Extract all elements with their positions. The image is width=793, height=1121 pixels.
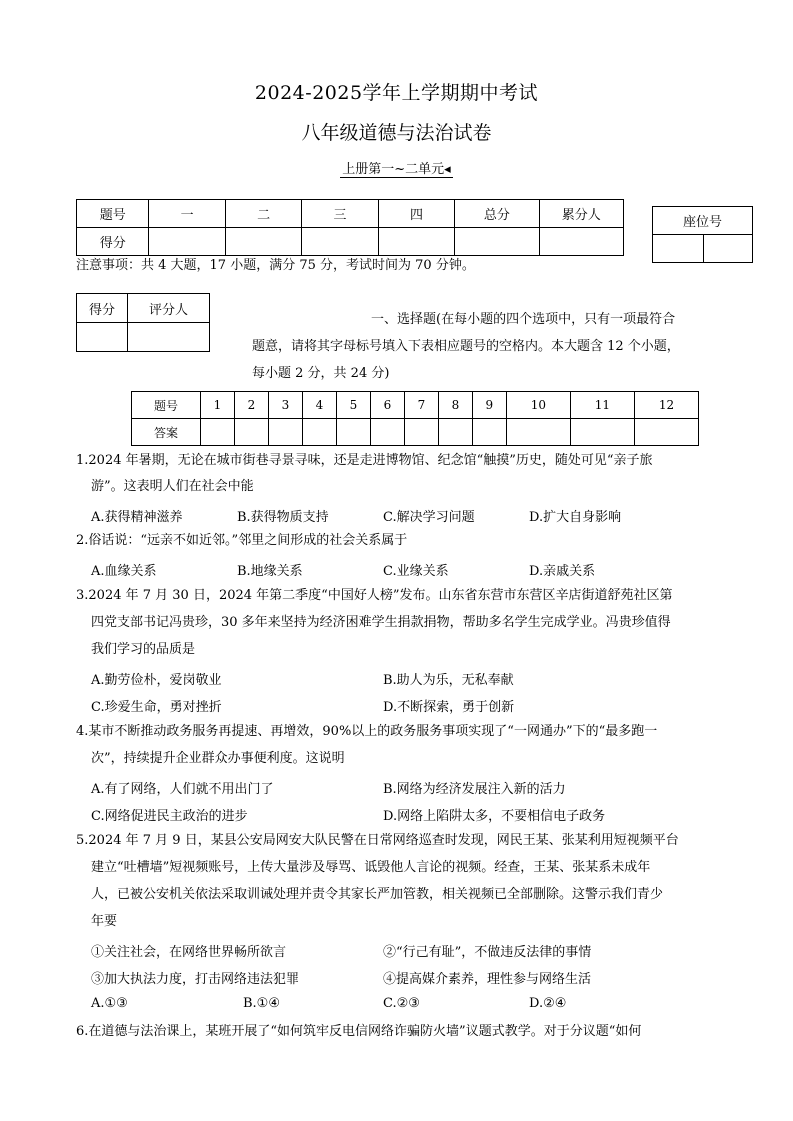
- answer-number: 1: [201, 392, 235, 419]
- answer-cell[interactable]: [570, 419, 634, 446]
- answer-cell[interactable]: [201, 419, 235, 446]
- question-1-line1: 1.2024 年暑期，无论在城市街巷寻景寻味，还是走进博物馆、纪念馆“触摸”历史，随处可见“亲子旅: [76, 453, 653, 468]
- grader-score-label: 得分: [77, 294, 128, 323]
- score-header-cell: 题号: [77, 200, 149, 228]
- question-5-line2: 建立“吐槽墙”短视频账号，上传大量涉及辱骂、诋毁他人言论的视频。经查，王某、张某系未成年: [91, 860, 651, 875]
- score-cell[interactable]: [378, 228, 454, 256]
- score-header-cell: 累分人: [539, 200, 623, 228]
- q2-option-d: D.亲戚关系: [529, 564, 596, 579]
- grader-name-label: 评分人: [128, 294, 210, 323]
- question-3-line2: 四党支部书记冯贵珍，30 多年来坚持为经济困难学生捐款捐物，帮助多名学生完成学业。冯贵珍值得: [91, 615, 671, 630]
- answer-cell[interactable]: [268, 419, 302, 446]
- question-4-line2: 次”，持续提升企业群众办事便利度。这说明: [91, 751, 345, 766]
- q4-option-c: C.网络促进民主政治的进步: [91, 809, 248, 824]
- answer-number: 4: [302, 392, 336, 419]
- q1-option-d: D.扩大自身影响: [529, 510, 622, 525]
- score-header-cell: 总分: [455, 200, 539, 228]
- score-cell[interactable]: [225, 228, 301, 256]
- answer-cell[interactable]: [370, 419, 404, 446]
- q5-statement-4: ④提高媒介素养，理性参与网络生活: [383, 972, 592, 987]
- exam-title: 2024-2025学年上学期期中考试: [254, 82, 539, 104]
- answer-number: 11: [570, 392, 634, 419]
- q5-option-d: D.②④: [529, 996, 567, 1011]
- answer-number: 3: [268, 392, 302, 419]
- score-cell[interactable]: [302, 228, 378, 256]
- answer-cell[interactable]: [438, 419, 472, 446]
- q5-option-a: A.①③: [91, 996, 128, 1011]
- notice: 注意事项：共 4 大题，17 小题，满分 75 分，考试时间为 70 分钟。: [76, 258, 475, 273]
- q3-option-c: C.珍爱生命，勇对挫折: [91, 700, 222, 715]
- question-6-line1: 6.在道德与法治课上，某班开展了“如何筑牢反电信网络诈骗防火墙”议题式教学。对于分议题“如何: [76, 1024, 642, 1039]
- answer-number: 5: [336, 392, 370, 419]
- q4-option-a: A.有了网络，人们就不用出门了: [91, 782, 274, 797]
- seat-cell[interactable]: [704, 235, 753, 263]
- answer-number: 6: [370, 392, 404, 419]
- answer-number: 10: [506, 392, 570, 419]
- q5-statement-2: ②“行己有耻”，不做违反法律的事情: [383, 945, 592, 960]
- score-header-cell: 二: [225, 200, 301, 228]
- answer-number: 2: [234, 392, 268, 419]
- question-5-line3: 人，已被公安机关依法采取训诫处理并责令其家长严加管教，相关视频已全部删除。这警示我们青少: [91, 887, 664, 902]
- section1-instruction-2: 题意，请将其字母标号填入下表相应题号的空格内。本大题含 12 个小题，: [252, 339, 680, 354]
- q5-statement-3: ③加大执法力度，打击网络违法犯罪: [91, 972, 300, 987]
- score-header-cell: 四: [378, 200, 454, 228]
- section1-instruction-3: 每小题 2 分，共 24 分): [252, 366, 390, 381]
- score-cell[interactable]: [455, 228, 539, 256]
- q2-option-c: C.业缘关系: [383, 564, 449, 579]
- q5-option-c: C.②③: [383, 996, 420, 1011]
- question-3-line3: 我们学习的品质是: [91, 642, 196, 657]
- question-4-line1: 4.某市不断推动政务服务再提速、再增效，90%以上的政务服务事项实现了“一网通办”下的“最多跑一: [76, 724, 658, 739]
- score-table: [76, 199, 624, 256]
- section1-instruction-1: 一、选择题(在每小题的四个选项中，只有一项最符合: [371, 312, 676, 327]
- seat-label: 座位号: [653, 207, 753, 235]
- answer-cell[interactable]: [302, 419, 336, 446]
- q3-option-a: A.勤劳俭朴，爱岗敬业: [91, 673, 222, 688]
- answer-cell[interactable]: [634, 419, 698, 446]
- seat-cell[interactable]: [653, 235, 704, 263]
- question-5-line1: 5.2024 年 7 月 9 日，某县公安局网安大队民警在日常网络巡查时发现，网民王某、张某利用短视频平台: [76, 833, 679, 848]
- question-3-line1: 3.2024 年 7 月 30 日，2024 年第二季度“中国好人榜”发布。山东省东营市东营区辛店街道舒苑社区第: [76, 588, 673, 603]
- score-cell[interactable]: [149, 228, 225, 256]
- exam-scope: [0, 158, 793, 177]
- grader-name-cell[interactable]: [128, 323, 210, 352]
- question-1-line2: 游”。这表明人们在社会中能: [91, 479, 254, 494]
- answer-cell[interactable]: [404, 419, 438, 446]
- score-header-cell: 三: [302, 200, 378, 228]
- score-cell[interactable]: [539, 228, 623, 256]
- q5-option-b: B.①④: [243, 996, 280, 1011]
- answer-cell[interactable]: [472, 419, 506, 446]
- grader-box: [76, 293, 210, 352]
- answer-cell[interactable]: [506, 419, 570, 446]
- answer-cell[interactable]: [234, 419, 268, 446]
- q1-option-b: B.获得物质支持: [237, 510, 329, 525]
- answer-number: 8: [438, 392, 472, 419]
- q3-option-d: D.不断探索，勇于创新: [383, 700, 515, 715]
- q2-option-b: B.地缘关系: [237, 564, 303, 579]
- answer-number: 9: [472, 392, 506, 419]
- question-5-line4: 年要: [91, 914, 118, 929]
- q4-option-b: B.网络为经济发展注入新的活力: [383, 782, 566, 797]
- exam-scope-text: 上册第一~二单元◂: [342, 162, 451, 177]
- q3-option-b: B.助人为乐，无私奉献: [383, 673, 514, 688]
- q5-statement-1: ①关注社会，在网络世界畅所欲言: [91, 945, 287, 960]
- answer-row-label: 答案: [132, 419, 201, 446]
- q2-option-a: A.血缘关系: [91, 564, 157, 579]
- score-row-label: 得分: [77, 228, 149, 256]
- answer-table: [131, 391, 699, 446]
- exam-subtitle: 八年级道德与法治试卷: [301, 122, 492, 144]
- q1-option-c: C.解决学习问题: [383, 510, 475, 525]
- q4-option-d: D.网络上陷阱太多，不要相信电子政务: [383, 809, 606, 824]
- seat-box: [652, 206, 753, 263]
- grader-score-cell[interactable]: [77, 323, 128, 352]
- question-2-line1: 2.俗话说：“远亲不如近邻。”邻里之间形成的社会关系属于: [76, 533, 408, 548]
- answer-header-label: 题号: [132, 392, 201, 419]
- answer-number: 7: [404, 392, 438, 419]
- q1-option-a: A.获得精神滋养: [91, 510, 183, 525]
- answer-number: 12: [634, 392, 698, 419]
- score-header-cell: 一: [149, 200, 225, 228]
- answer-cell[interactable]: [336, 419, 370, 446]
